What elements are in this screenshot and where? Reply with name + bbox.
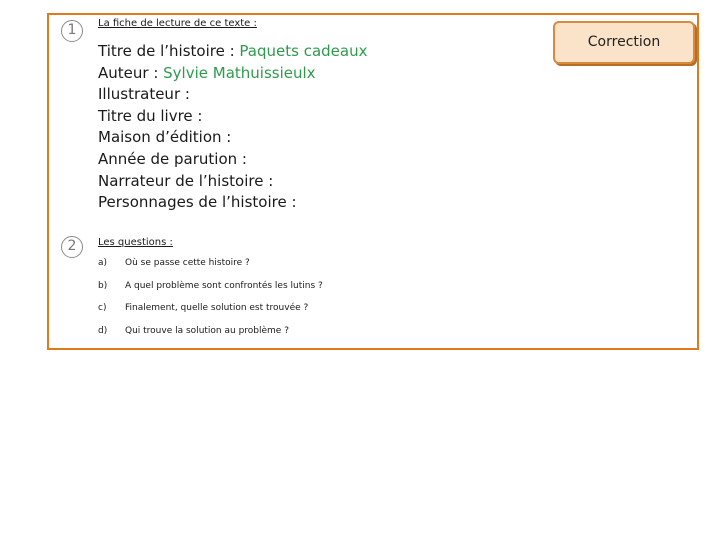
field-label: Illustrateur : [98,85,190,104]
field-label: Année de parution : [98,149,247,168]
field-author [98,63,367,85]
field-value: Sylvie Mathuissieulx [163,63,316,82]
field-label: Personnages de l’histoire : [98,193,297,212]
field-story-title [98,41,367,63]
field-value: Paquets cadeaux [239,42,368,60]
field-publication-year [98,149,367,171]
section-number-2: 2 [61,236,83,258]
field-publisher [98,127,367,149]
question-text: Qui trouve la solution au problème ? [125,325,289,336]
field-book-title [98,106,367,128]
question-letter: b) [98,280,108,291]
field-label: Titre du livre : [98,106,203,125]
question-text: Finalement, quelle solution est trouvée ? [125,303,309,313]
field-narrator [98,171,367,193]
section-number-1: 1 [61,20,83,42]
question-text: Où se passe cette histoire ? [125,258,250,268]
question-letter: a) [98,258,108,268]
section-2-heading: Les questions : [98,237,173,248]
field-label: Titre de l’histoire : [98,42,240,60]
reading-sheet [98,41,367,214]
question-text: A quel problème sont confrontés les lutins ? [125,280,323,291]
section-1-heading: La fiche de lecture de ce texte : [98,18,257,29]
field-characters [98,192,367,214]
field-label: Maison d’édition : [98,128,232,147]
field-label: Auteur : [98,63,164,82]
question-letter: d) [98,325,108,336]
field-illustrator [98,84,367,106]
field-label: Narrateur de l’histoire : [98,171,274,190]
correction-button[interactable]: Correction [553,21,695,64]
question-letter: c) [98,303,107,313]
